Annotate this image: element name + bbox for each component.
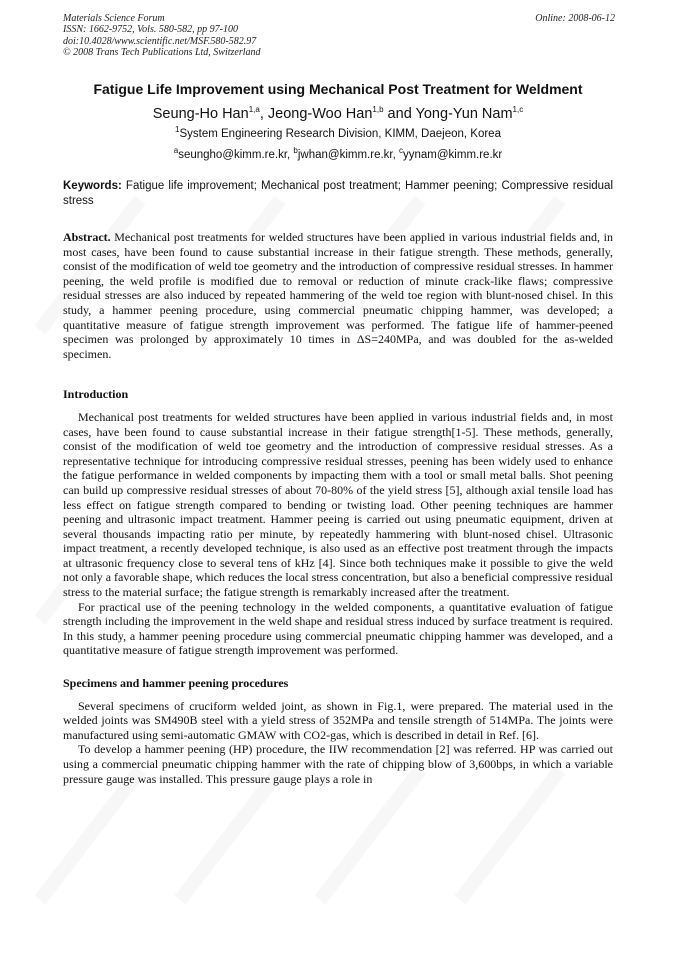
keywords-label: Keywords: (63, 180, 122, 192)
paragraph: Mechanical post treatments for welded structures have been applied in various industrial fields and, in most cases, have been found to cause substantial increase in their fatigue strength[1-5]. These methods, generally, consist of the modification of weld toe geometry and the introduction of compressive residual stresses. As a representative technique for introducing compressive residual stresses, peening has been widely used to enhance the fatigue performance in welded components by impacting them with a tool or small metal balls. Shot peening can build up compressive residual stresses of about 70-80% of the yield stress [5], although axial tensile load has less effect on fatigue strength compared to bending or twisting load. Other peening techniques are hammer peening and ultrasonic impact treatment. Hammer peeing is carried out using pneumatic equipment, driven at several thousands impacting ratio per minute, by repeatedly hammering with blunt-nosed chisel. Ultrasonic impact treatment, a recently developed technique, is also used as an effective post treatment through the impacts at ultrasonic frequency close to several tens of kHz [4]. Since both techniques make it possible to give the weld not only a favorable shape, which reduces the local stress concentration, but also a beneficial compressive residual stress to the material surface; the fatigue strength is remarkably increased after the treatment. (63, 409, 613, 600)
affiliation-sup: 1 (175, 125, 180, 135)
author-sup: 1,c (512, 105, 524, 115)
paper-title: Fatigue Life Improvement using Mechanical Post Treatment for Weldment (93, 81, 583, 97)
author-list (63, 104, 613, 124)
keywords (63, 179, 613, 208)
email-separator: , (392, 149, 400, 161)
email-sup: a (173, 146, 179, 156)
abstract-label: Abstract. (63, 230, 111, 244)
journal-name: Materials Science Forum (63, 13, 165, 24)
author-separator: and (383, 106, 416, 122)
paragraph: For practical use of the peening technology in the welded components, a quantitative evaluation of fatigue strength including the improvement in the weld shape and residual stress induced by surface treatment is required. In this study, a hammer peening procedure using commercial pneumatic chipping hammer was developed, and a quantitative measure of fatigue strength improvement was performed. (63, 599, 613, 658)
email-address[interactable]: yynam@kimm.re.kr (403, 149, 503, 161)
section-spacer (63, 658, 613, 676)
email-sup: b (293, 146, 298, 156)
author-sup: 1,a (248, 105, 260, 115)
keywords-text: Fatigue life improvement; Mechanical post treatment; Hammer peening; Compressive residual stress (63, 180, 613, 207)
email-address[interactable]: jwhan@kimm.re.kr (297, 149, 393, 161)
author-name: Yong-Yun Nam (415, 106, 513, 122)
author-separator: , (259, 106, 268, 122)
issn-line: ISSN: 1662-9752, Vols. 580-582, pp 97-100 (63, 24, 238, 36)
paragraph: Several specimens of cruciform welded joint, as shown in Fig.1, were prepared. The material used in the welded joints was SM490B steel with a yield stress of 352MPa and tensile strength of 514MPa. The joints were manufactured using semi-automatic GMAW with CO2-gas, which is described in detail in Ref. [6]. (63, 698, 613, 742)
article-content (63, 80, 613, 786)
email-list (63, 147, 613, 163)
abstract-text: Mechanical post treatments for welded structures have been applied in various industrial fields and, in most cases, have been found to cause substantial increase in their fatigue strength. These methods, generally, consist of the modification of weld toe geometry and the introduction of compressive residual stresses. In hammer peening, the weld profile is modified due to removal or reduction of minute crack-like flaws; compressive residual stresses are also induced by repeated hammering of the weld toe region with blunt-nosed chisel. In this study, a hammer peening procedure, using commercial pneumatic chipping hammer, was developed; a quantitative measure of fatigue strength improvement was performed. The fatigue life of hammer-peened specimen was prolonged by approximately 10 times in ΔS=240MPa, and was doubled for the as-welded specimen. (63, 230, 613, 361)
author-name: Jeong-Woo Han (267, 106, 373, 122)
email-separator: , (287, 149, 294, 161)
email-sup: c (399, 146, 404, 156)
journal-header (63, 13, 261, 58)
doi-line: doi:10.4028/www.scientific.net/MSF.580-582.97 (63, 35, 257, 47)
affiliation (63, 126, 613, 142)
email-address[interactable]: seungho@kimm.re.kr (178, 149, 288, 161)
paragraph: To develop a hammer peening (HP) procedure, the IIW recommendation [2] was referred. HP was carried out using a commercial pneumatic chipping hammer with the rate of chipping blow of 3,600bps, in which a variable pressure gauge was installed. This pressure gauge plays a role in (63, 742, 613, 786)
copyright-line: © 2008 Trans Tech Publications Ltd, Switzerland (63, 46, 261, 58)
author-name: Seung-Ho Han (152, 106, 249, 122)
online-date: Online: 2008-06-12 (535, 13, 615, 24)
affiliation-text: System Engineering Research Division, KIMM, Daejeon, Korea (179, 128, 501, 140)
author-sup: 1,b (372, 105, 384, 115)
abstract (63, 230, 613, 361)
section-heading-introduction: Introduction (63, 387, 129, 402)
section-heading-specimens: Specimens and hammer peening procedures (63, 676, 289, 691)
